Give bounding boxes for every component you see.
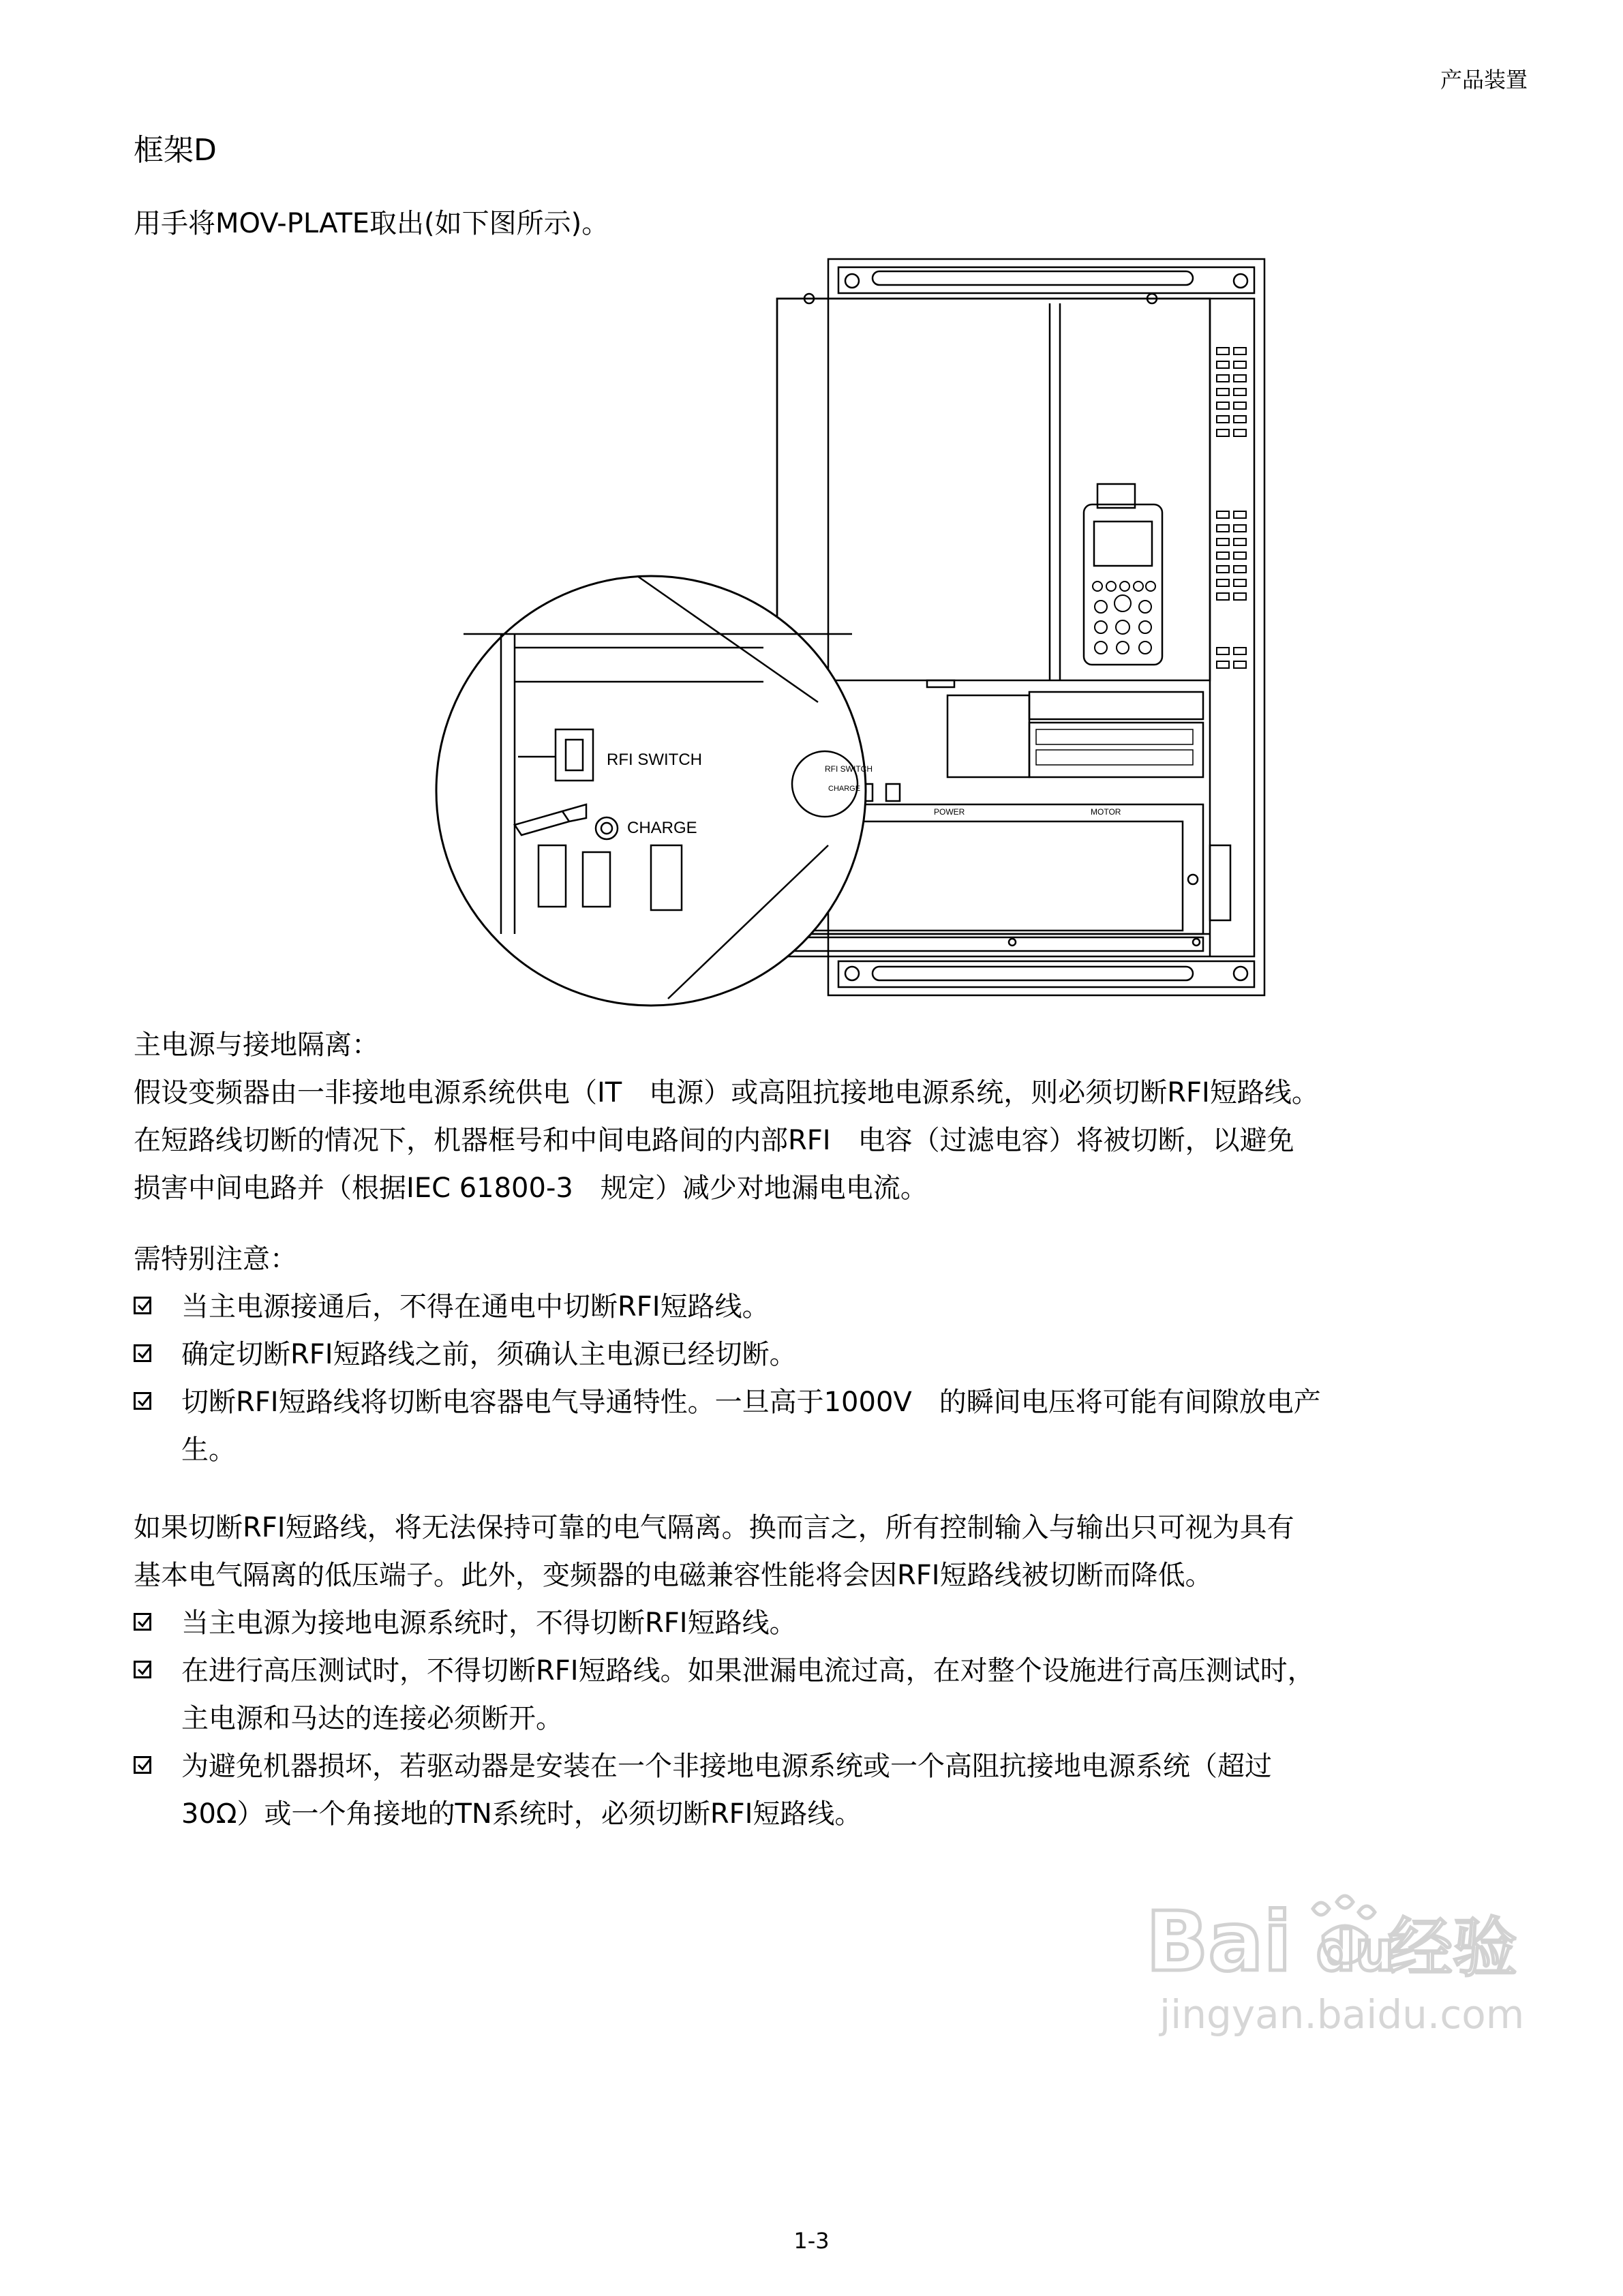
- cut-item-text: 为避免机器损坏，若驱动器是安装在一个非接地电源系统或一个高阻抗接地电源系统（超过: [181, 1751, 1272, 1782]
- isolation-heading: 主电源与接地隔离：: [134, 1029, 379, 1061]
- isolation-section: [134, 1021, 1524, 1212]
- note-item: [134, 1283, 1524, 1331]
- note-text: 生。: [181, 1434, 236, 1466]
- cut-item-text: 当主电源为接地电源系统时，不得切断RFI短路线。: [181, 1607, 797, 1639]
- note-text: 确定切断RFI短路线之前，须确认主电源已经切断。: [181, 1339, 797, 1370]
- cut-item-text: 30Ω）或一个角接地的TN系统时，必须切断RFI短路线。: [181, 1798, 862, 1830]
- baidu-jingyan-watermark: [1119, 1882, 1528, 2045]
- section-header: 产品装置: [1440, 67, 1528, 93]
- note-text: 当主电源接通后，不得在通电中切断RFI短路线。: [181, 1291, 770, 1323]
- note-item: [134, 1378, 1524, 1474]
- intro-text: 用手将MOV-PLATE取出(如下图所示)。: [134, 208, 609, 239]
- watermark-jingyan: 经验: [1388, 1911, 1518, 1986]
- cut-line-2: 基本电气隔离的低压端子。此外，变频器的电磁兼容性能将会因RFI短路线被切断而降低。: [134, 1560, 1213, 1591]
- watermark-brand: Bai: [1146, 1895, 1292, 1990]
- cut-item: [134, 1647, 1524, 1742]
- power-label: POWER: [934, 807, 965, 817]
- isolation-line-1: 假设变频器由一非接地电源系统供电（IT 电源）或高阻抗接地电源系统，则必须切断RFI短路线。: [134, 1077, 1319, 1108]
- cut-line-1: 如果切断RFI短路线，将无法保持可靠的电气隔离。换而言之，所有控制输入与输出只可视为具有: [134, 1512, 1294, 1543]
- cut-item: [134, 1742, 1524, 1838]
- rfi-switch-label: RFI SWITCH: [607, 751, 702, 769]
- drive-diagram: [382, 252, 1309, 1009]
- cut-item-text: 在进行高压测试时，不得切断RFI短路线。如果泄漏电流过高，在对整个设施进行高压测试时，: [181, 1655, 1315, 1687]
- isolation-line-2: 在短路线切断的情况下，机器框号和中间电路间的内部RFI 电容（过滤电容）将被切断，以避免: [134, 1125, 1294, 1156]
- motor-label: MOTOR: [1091, 807, 1121, 817]
- note-text: 切断RFI短路线将切断电容器电气导通特性。一旦高于1000V 的瞬间电压将可能有间隙放电产: [181, 1387, 1321, 1418]
- checkbox-icon: [134, 1661, 151, 1678]
- notes-heading: 需特别注意：: [134, 1243, 297, 1275]
- isolation-line-3: 损害中间电路并（根据IEC 61800-3 规定）减少对地漏电电流。: [134, 1173, 928, 1204]
- watermark-brand-du: du: [1316, 1920, 1395, 1983]
- notes-section: [134, 1235, 1524, 1474]
- note-item: [134, 1331, 1524, 1378]
- rfi-switch-small-label: RFI SWITCH: [825, 764, 873, 774]
- cut-item-text: 主电源和马达的连接必须断开。: [181, 1703, 563, 1734]
- cut-item: [134, 1599, 1524, 1647]
- charge-small-label: CHARGE: [828, 785, 861, 793]
- page-number: 1-3: [793, 2228, 830, 2254]
- checkbox-icon: [134, 1344, 151, 1362]
- frame-title: 框架D: [134, 133, 217, 168]
- checkbox-icon: [134, 1756, 151, 1774]
- charge-label: CHARGE: [627, 819, 697, 837]
- watermark-url: jingyan.baidu.com: [1159, 1991, 1525, 2038]
- checkbox-icon: [134, 1297, 151, 1314]
- checkbox-icon: [134, 1392, 151, 1410]
- checkbox-icon: [134, 1613, 151, 1631]
- cut-section: [134, 1504, 1524, 1838]
